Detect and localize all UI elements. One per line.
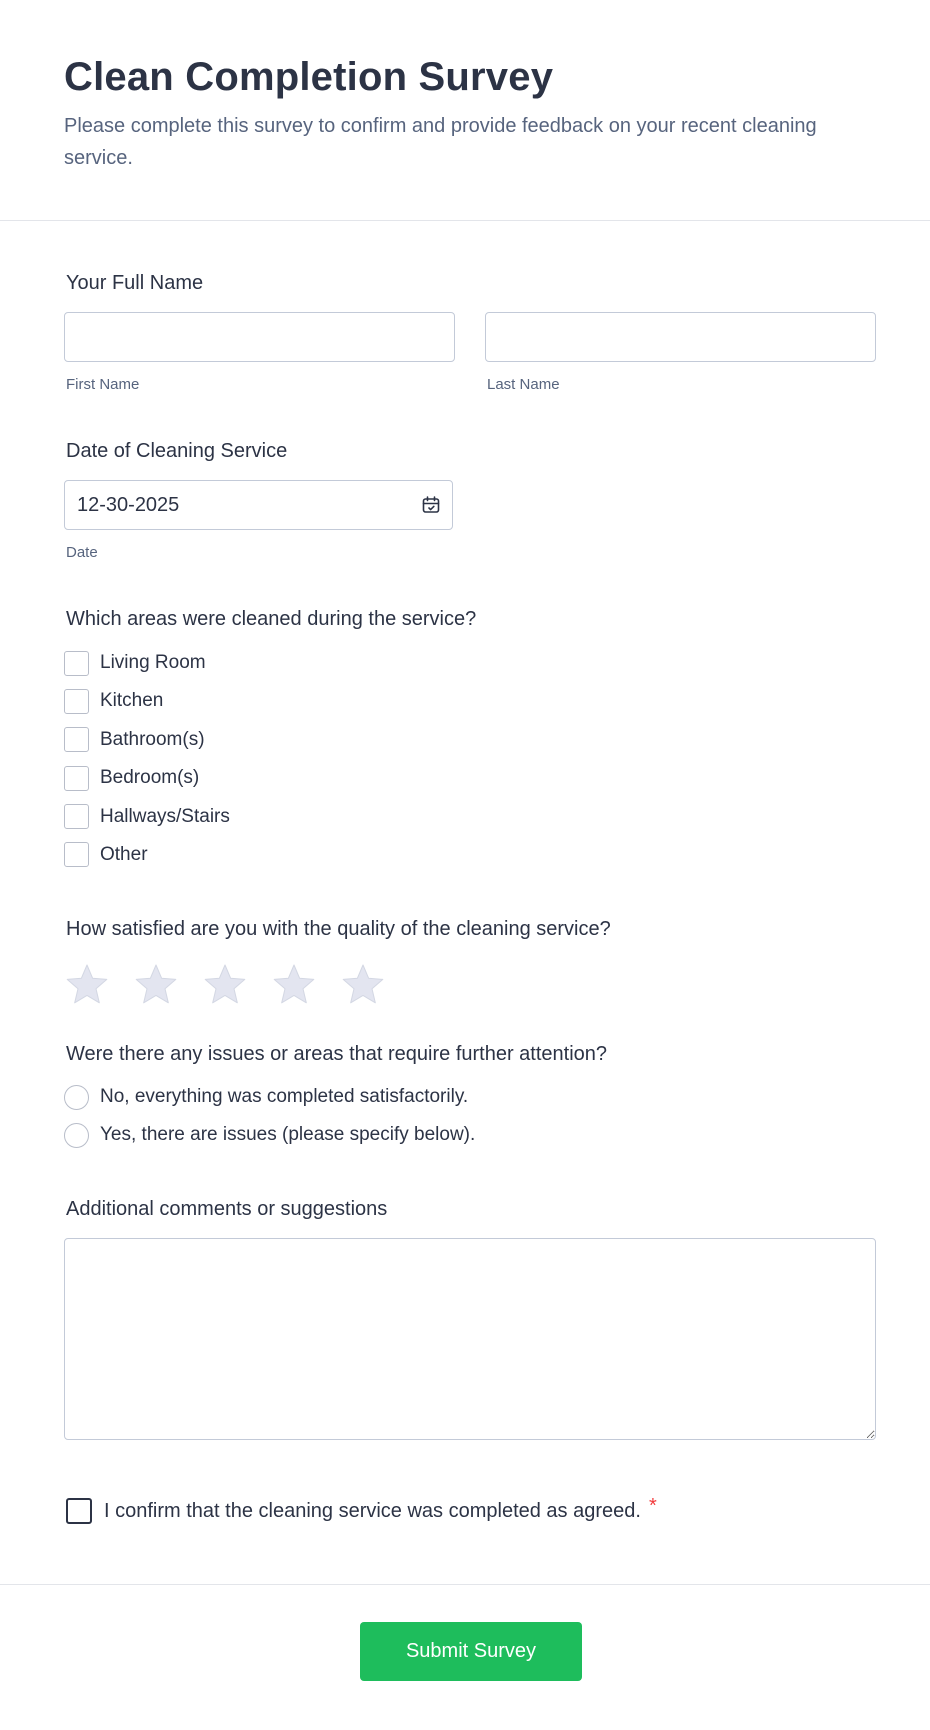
rating-question [64,918,611,1005]
full-name-question [64,272,876,393]
areas-label: Which areas were cleaned during the service? [66,608,477,630]
star-icon[interactable] [134,963,178,1005]
checkbox[interactable] [64,842,89,867]
area-option-bathrooms[interactable] [64,727,476,753]
full-name-label: Your Full Name [66,272,204,294]
comments-label: Additional comments or suggestions [66,1198,388,1220]
option-label: Kitchen [100,690,164,712]
option-label: Other [100,843,148,865]
star-icon[interactable] [203,963,247,1005]
last-name-group [485,312,876,393]
issues-option-yes[interactable] [64,1122,607,1148]
areas-options [64,650,476,868]
date-sublabel: Date [66,544,98,561]
checkbox[interactable] [64,727,89,752]
star-icon[interactable] [65,963,109,1005]
required-asterisk: * [648,1494,657,1517]
confirm-label: I confirm that the cleaning service was completed as agreed. [104,1499,641,1522]
checkbox[interactable] [64,689,89,714]
area-option-bedrooms[interactable] [64,765,476,791]
option-label: Bedroom(s) [100,767,200,789]
issues-label: Were there any issues or areas that require further attention? [66,1043,608,1065]
page-subtitle: Please complete this survey to confirm and provide feedback on your recent cleaning service. [64,115,817,169]
form-header [0,0,930,221]
rating-label: How satisfied are you with the quality of the cleaning service? [66,918,611,940]
name-row [64,312,876,393]
area-option-other[interactable] [64,842,476,868]
checkbox[interactable] [64,804,89,829]
checkbox[interactable] [64,651,89,676]
first-name-input[interactable] [64,312,455,362]
option-label: Living Room [100,652,206,673]
comments-question [64,1198,876,1440]
area-option-hallways-stairs[interactable] [64,804,476,830]
area-option-kitchen[interactable] [64,688,476,714]
issues-question [64,1043,607,1160]
date-label: Date of Cleaning Service [66,440,288,462]
last-name-input[interactable] [485,312,876,362]
checkbox[interactable] [64,766,89,791]
page-title: Clean Completion Survey [64,55,554,99]
radio-button[interactable] [64,1085,89,1110]
date-question [64,440,453,561]
first-name-sublabel: First Name [66,376,140,393]
date-field [64,480,453,530]
calendar-icon[interactable] [421,495,441,515]
form-footer [0,1584,930,1662]
last-name-sublabel: Last Name [487,376,560,393]
star-rating [65,963,611,1005]
submit-button[interactable]: Submit Survey [360,1622,582,1681]
star-icon[interactable] [341,963,385,1005]
issues-options [64,1084,607,1148]
option-label: Hallways/Stairs [100,805,230,827]
date-input[interactable] [64,480,453,530]
issues-option-no[interactable] [64,1084,607,1110]
option-label: Yes, there are issues (please specify below). [100,1124,476,1145]
area-option-living-room[interactable] [64,650,476,676]
option-label: Bathroom(s) [100,728,205,750]
confirm-question[interactable] [66,1494,657,1524]
star-icon[interactable] [272,963,316,1005]
first-name-group [64,312,455,393]
option-label: No, everything was completed satisfactorily. [100,1086,469,1107]
radio-button[interactable] [64,1123,89,1148]
comments-textarea[interactable] [64,1238,876,1440]
areas-question [64,608,476,880]
confirm-checkbox[interactable] [66,1498,92,1524]
